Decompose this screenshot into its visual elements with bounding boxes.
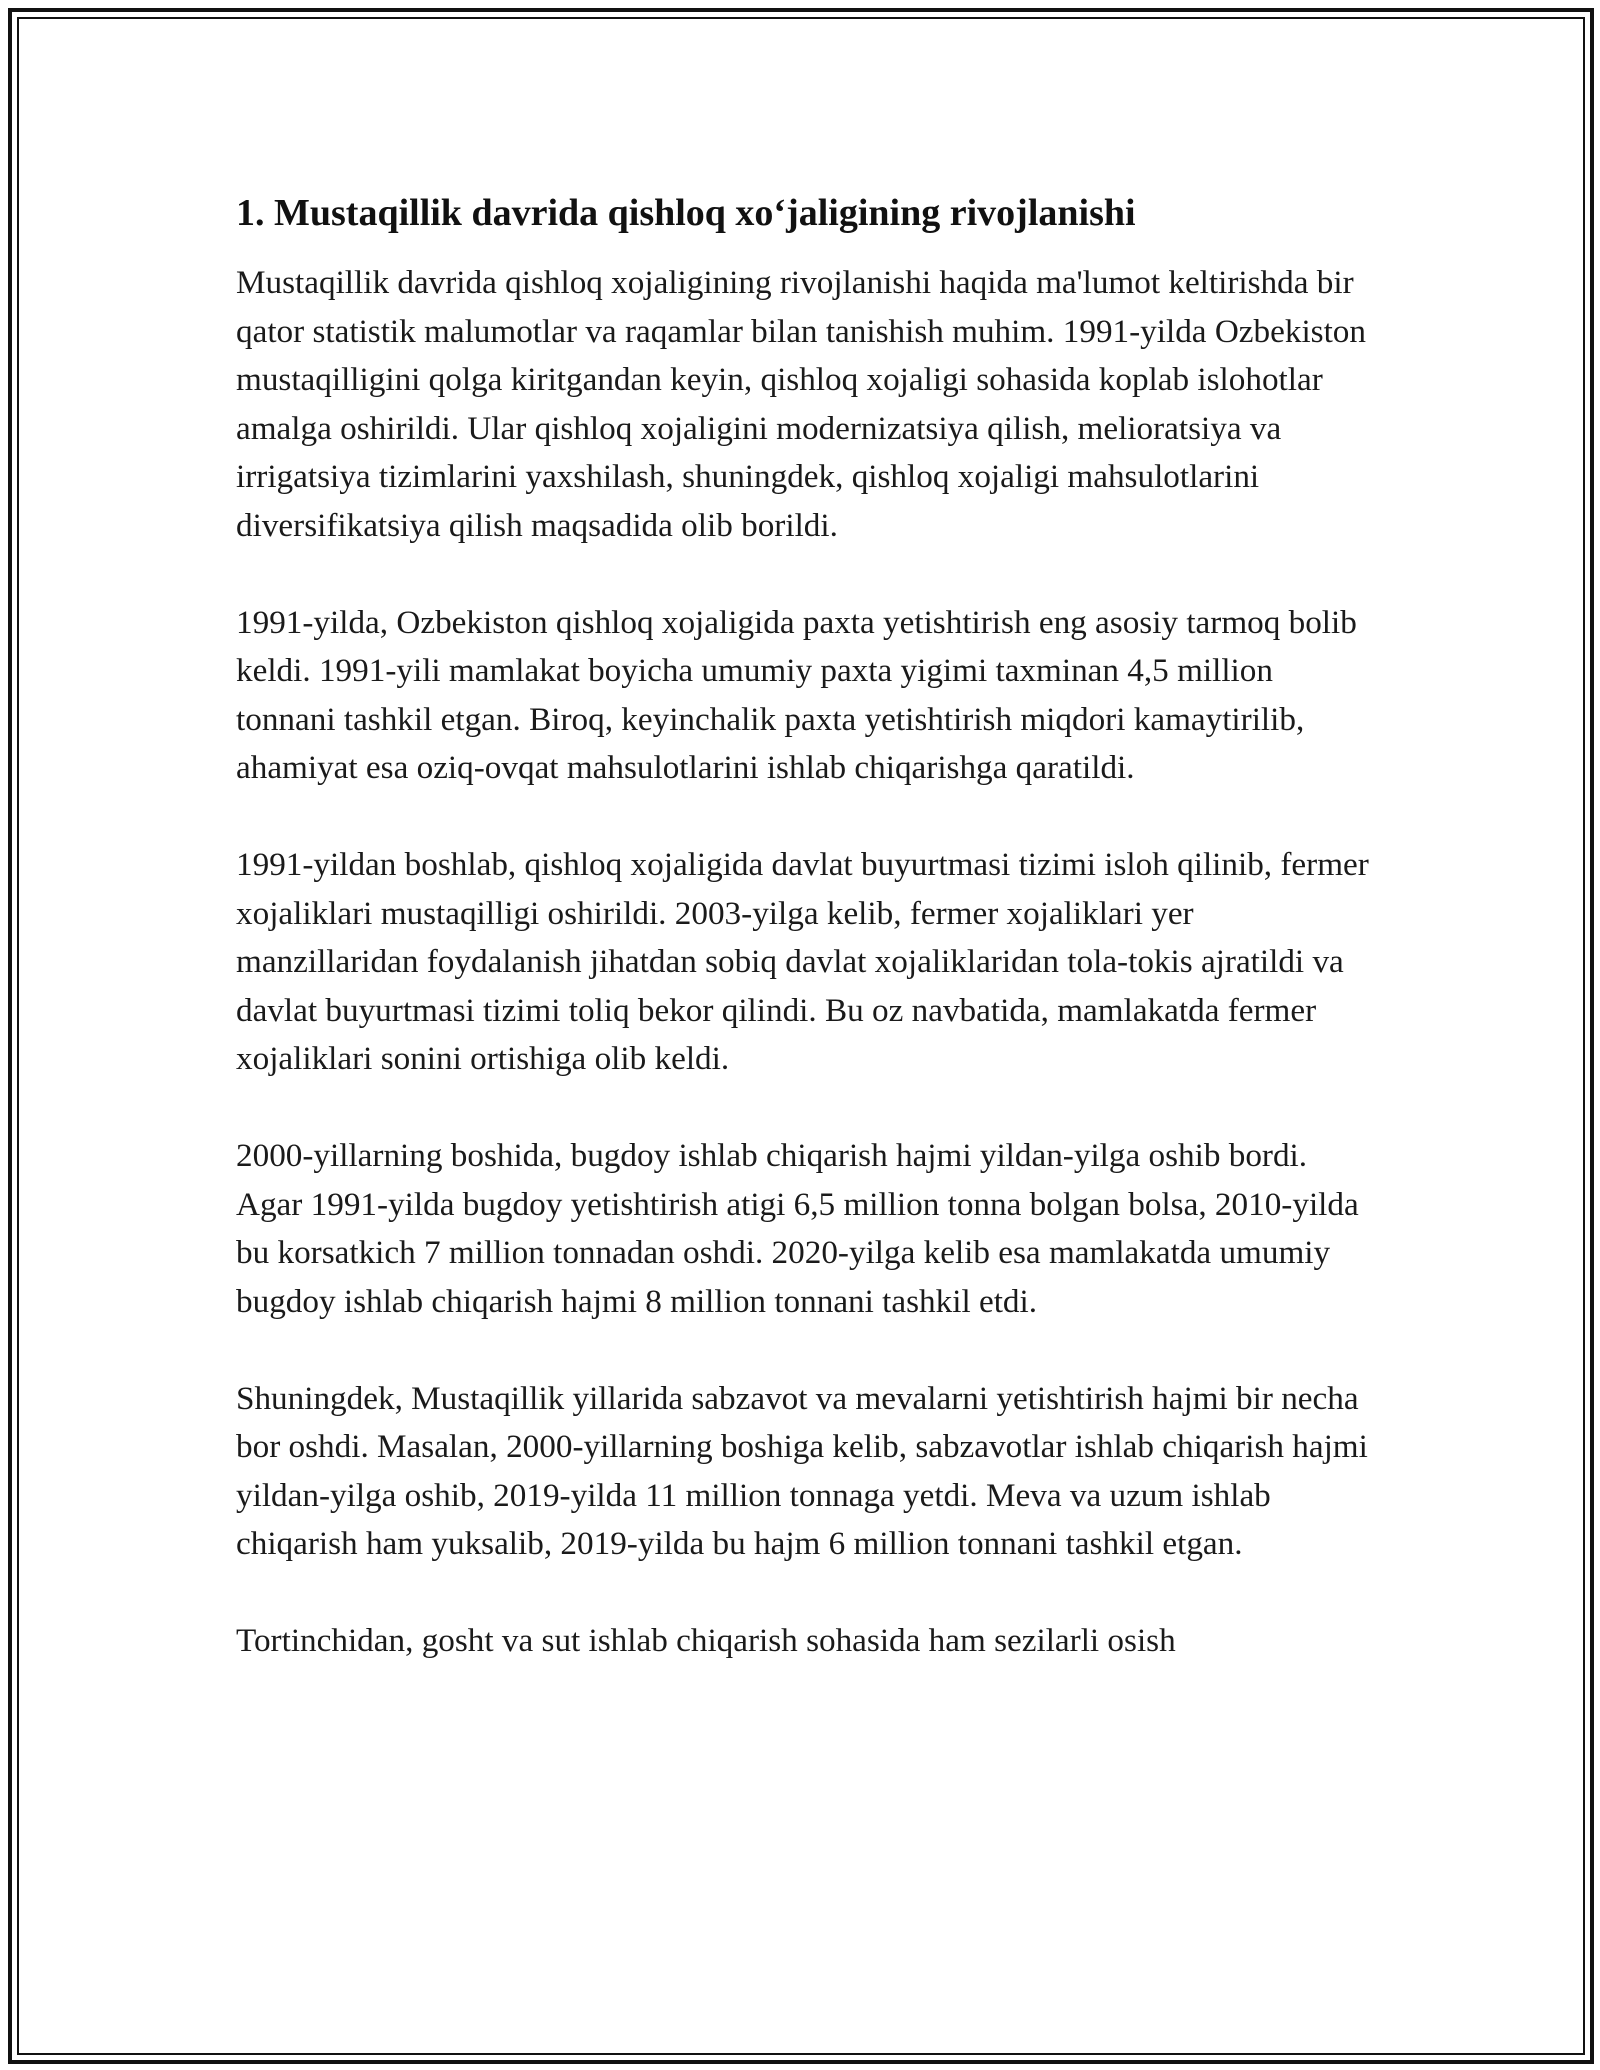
paragraph-intro: Mustaqillik davrida qishloq xojaligining rivojlanishi haqida ma'lumot keltirishda bir qator statistik malumotlar va raqamlar bilan tanishish muhim. 1991-yilda Ozbekiston mustaqilligini qolga kiritgandan keyin, qishloq xojaligi sohasida koplab islohotlar amalga oshirildi. Ular qishloq xojaligini modernizatsiya qilish, melioratsiya va irrigatsiya tizimlarini yaxshilash, shuningdek, qishloq xojaligi mahsulotlarini diversifikatsiya qilish maqsadida olib borildi. bbox=[236, 264, 1366, 544]
paragraph-vegetables-fruit: Shuningdek, Mustaqillik yillarida sabzavot va mevalarni yetishtirish hajmi bir necha bor oshdi. Masalan, 2000-yillarning boshiga kelib, sabzavotlar ishlab chiqarish hajmi yildan-yilga oshib, 2019-yilda 11 million tonnaga yetdi. Meva va uzum ishlab chiqarish ham yuksalib, 2019-yilda bu hajm 6 million tonnani tashkil etgan. bbox=[236, 1379, 1368, 1562]
paragraph-meat-dairy: Tortinchidan, gosht va sut ishlab chiqarish sohasida ham sezilarli osish bbox=[236, 1622, 1176, 1659]
document-page bbox=[236, 185, 1376, 1714]
paragraph-cotton: 1991-yilda, Ozbekiston qishloq xojaligida paxta yetishtirish eng asosiy tarmoq bolib keldi. 1991-yili mamlakat boyicha umumiy paxta yigimi taxminan 4,5 million tonnani tashkil etgan. Biroq, keyinchalik paxta yetishtirish miqdori kamaytirilib, ahamiyat esa oziq-ovqat mahsulotlarini ishlab chiqarishga qaratildi. bbox=[236, 603, 1357, 786]
paragraph-farm-reform: 1991-yildan boshlab, qishloq xojaligida davlat buyurtmasi tizimi isloh qilinib, fermer xojaliklari mustaqilligi oshirildi. 2003-yilga kelib, fermer xojaliklari yer manzillaridan foydalanish jihatdan sobiq davlat xojaliklaridan tola-tokis ajratildi va davlat buyurtmasi tizimi toliq bekor qilindi. Bu oz navbatida, mamlakatda fermer xojaliklari sonini ortishiga olib keldi. bbox=[236, 846, 1369, 1077]
section-heading: 1. Mustaqillik davrida qishloq xo‘jaligining rivojlanishi bbox=[236, 192, 1136, 234]
paragraph-wheat: 2000-yillarning boshida, bugdoy ishlab chiqarish hajmi yildan-yilga oshib bordi. Agar 1991-yilda bugdoy yetishtirish atigi 6,5 million tonna bolgan bolsa, 2010-yilda bu korsatkich 7 million tonnadan oshdi. 2020-yilga kelib esa mamlakatda umumiy bugdoy ishlab chiqarish hajmi 8 million tonnani tashkil etdi. bbox=[236, 1137, 1359, 1320]
